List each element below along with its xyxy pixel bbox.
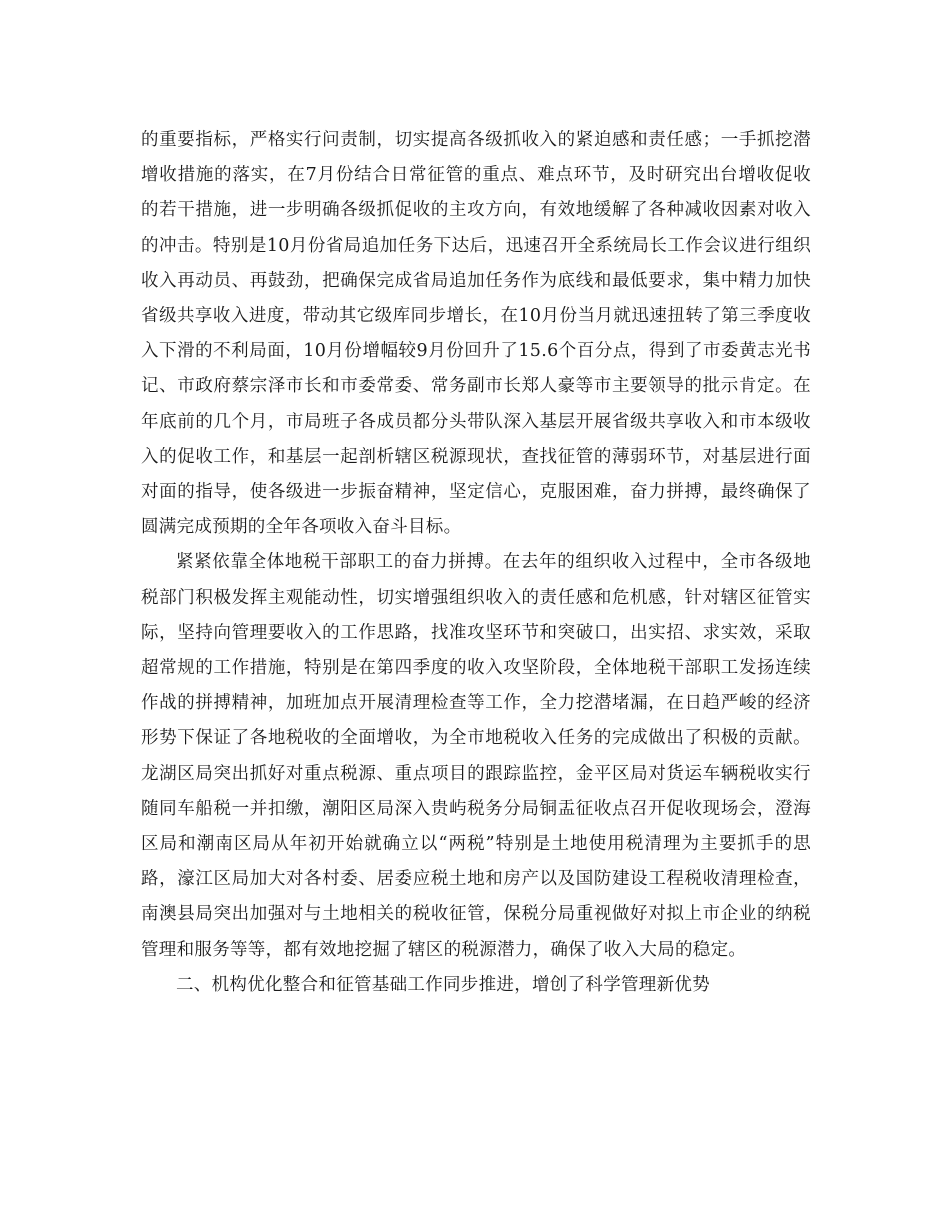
section-heading-2: 二、机构优化整合和征管基础工作同步推进，增创了科学管理新优势 <box>176 974 710 995</box>
paragraph-staff-effort: 紧紧依靠全体地税干部职工的奋力拼搏。在去年的组织收入过程中，全市各级地税部门积极发挥主观能动性，切实增强组织收入的责任感和危机感，针对辖区征管实际，坚持向管理要收入的工作思路，找准攻坚环节和突破口，出实招、求实效，采取超常规的工作措施，特别是在第四季度的收入攻坚阶段，全体地税干部职工发扬连续作战的拼搏精神，加班加点开展清理检查等工作，全力挖潜堵漏，在日趋严峻的经济形势下保证了各地税收的全面增收，为全市地税收入任务的完成做出了积极的贡献。龙湖区局突出抓好对重点税源、重点项目的跟踪监控，金平区局对货运车辆税收实行随同车船税一并扣缴，潮阳区局深入贵屿税务分局铜盂征收点召开促收现场会，澄海区局和潮南区局从年初开始就确立以“两税”特别是土地使用税清理为主要抓手的思路，濠江区局加大对各村委、居委应税土地和房产以及国防建设工程税收清理检查，南澳县局突出加强对与土地相关的税收征管，保税分局重视做好对拟上市企业的纳税管理和服务等等，都有效地挖掘了辖区的税源潜力，确保了收入大局的稳定。 <box>141 552 811 960</box>
document-page <box>141 123 811 1003</box>
paragraph-continuation: 的重要指标，严格实行问责制，切实提高各级抓收入的紧迫感和责任感；一手抓挖潜增收措施的落实，在7月份结合日常征管的重点、难点环节，及时研究出台增收促收的若干措施，进一步明确各级抓促收的主攻方向，有效地缓解了各种减收因素对收入的冲击。特别是10月份省局追加任务下达后，迅速召开全系统局长工作会议进行组织收入再动员、再鼓劲，把确保完成省局追加任务作为底线和最低要求，集中精力加快省级共享收入进度，带动其它级库同步增长，在10月份当月就迅速扭转了第三季度收入下滑的不利局面，10月份增幅较9月份回升了15.6个百分点，得到了市委黄志光书记、市政府蔡宗泽市长和市委常委、常务副市长郑人豪等市主要领导的批示肯定。在年底前的几个月，市局班子各成员都分头带队深入基层开展省级共享收入和市本级收入的促收工作，和基层一起剖析辖区税源现状，查找征管的薄弱环节，对基层进行面对面的指导，使各级进一步振奋精神，坚定信心，克服困难，奋力拼搏，最终确保了圆满完成预期的全年各项收入奋斗目标。 <box>141 130 811 538</box>
